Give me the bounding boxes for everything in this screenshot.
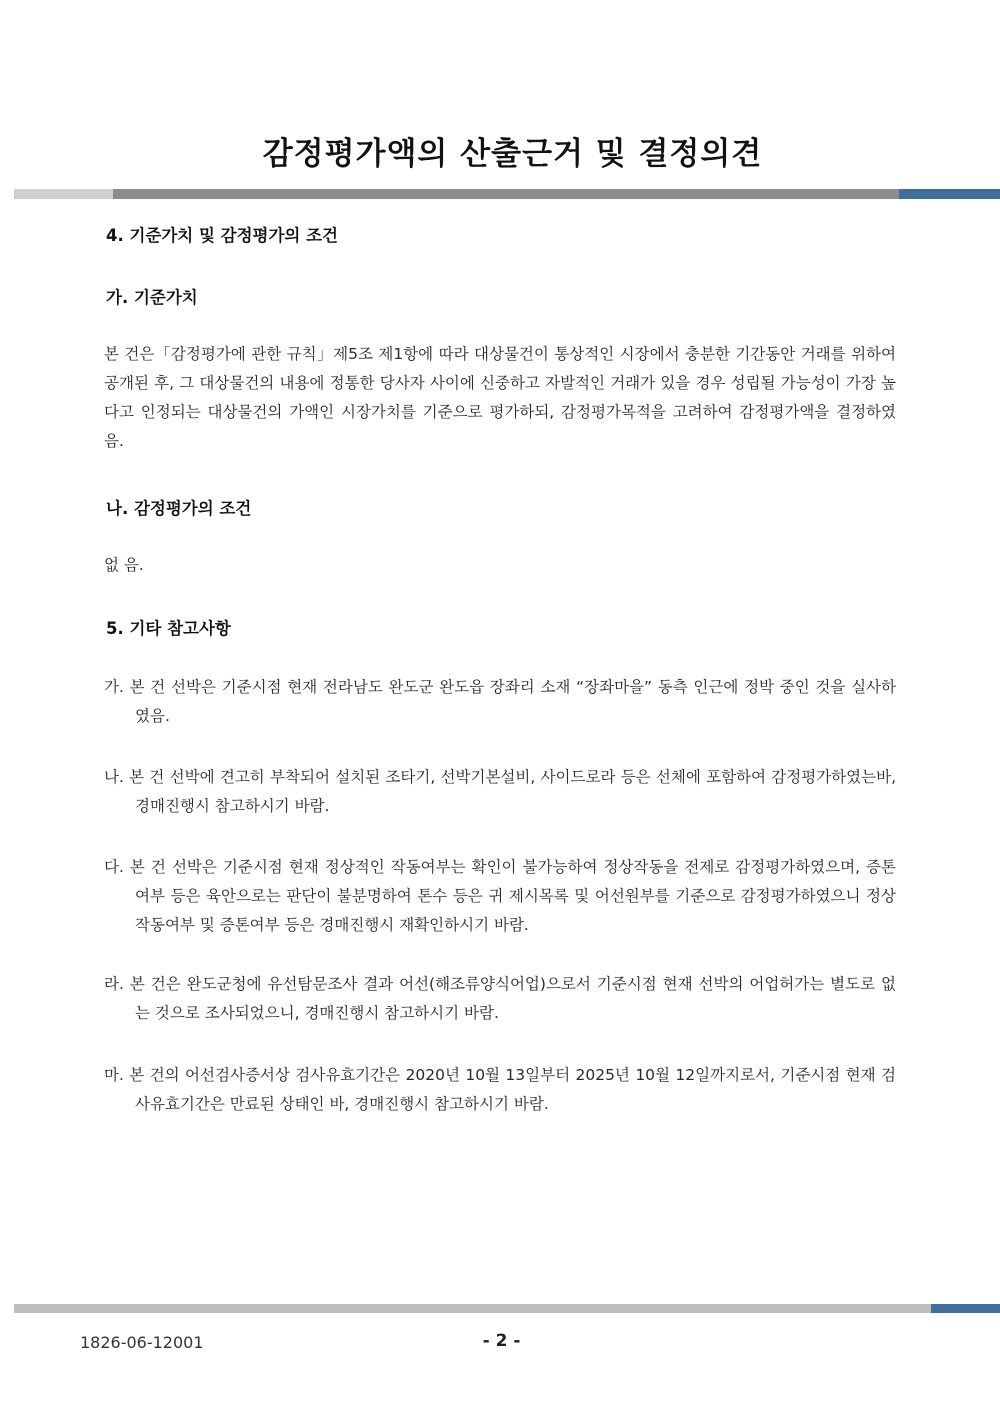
header-rule-accent <box>899 189 1000 199</box>
footer-rule-accent <box>931 1304 1000 1313</box>
section-5-heading: 5. 기타 참고사항 <box>106 619 231 638</box>
list-item: 나. 본 건 선박에 견고히 부착되어 설치된 조타기, 선박기본설비, 사이드로라 등은 선체에 포함하여 감정평가하였는바, 경매진행시 참고하시기 바람. <box>104 768 896 815</box>
footer-rule-left <box>14 1304 931 1313</box>
section-4b-heading: 나. 감정평가의 조건 <box>106 499 252 518</box>
section-4-heading: 4. 기준가치 및 감정평가의 조건 <box>106 226 338 245</box>
section-4a-body: 본 건은「감정평가에 관한 규칙」제5조 제1항에 따라 대상물건이 통상적인 시장에서 충분한 기간동안 거래를 위하여 공개된 후, 그 대상물건의 내용에 정통한 당사자 사이에 신중하고 자발적인 거래가 있을 경우 성립될 가능성이 가장 높다고 인정되는 대상물건의 가액인 시장가치를 기준으로 평가하되, 감정평가목적을 고려하여 감정평가액을 결정하였음. <box>104 345 896 450</box>
section-4a-heading: 가. 기준가치 <box>106 288 198 307</box>
header-rule-left <box>14 189 113 199</box>
section-4b-body: 없 음. <box>104 556 144 574</box>
page-title: 감정평가액의 산출근거 및 결정의견 <box>262 136 763 172</box>
document-code: 1826-06-12001 <box>80 1333 204 1352</box>
list-item: 가. 본 건 선박은 기준시점 현재 전라남도 완도군 완도읍 장좌리 소재 “장좌마을” 동측 인근에 정박 중인 것을 실사하였음. <box>104 678 896 725</box>
list-item: 마. 본 건의 어선검사증서상 검사유효기간은 2020년 10월 13일부터 2025년 10월 12일까지로서, 기준시점 현재 검사유효기간은 만료된 상태인 바, 경매진행시 참고하시기 바람. <box>104 1066 896 1113</box>
header-rule-middle <box>113 189 899 199</box>
list-item: 라. 본 건은 완도군청에 유선탐문조사 결과 어선(해조류양식어업)으로서 기준시점 현재 선박의 어업허가는 별도로 없는 것으로 조사되었으니, 경매진행시 참고하시기 바람. <box>104 975 896 1022</box>
list-item: 다. 본 건 선박은 기준시점 현재 정상적인 작동여부는 확인이 불가능하여 정상작동을 전제로 감정평가하였으며, 증톤여부 등은 육안으로는 판단이 불분명하여 톤수 등은 귀 제시목록 및 어선원부를 기준으로 감정평가하였으니 정상작동여부 및 증톤여부 등은 경매진행시 재확인하시기 바람. <box>104 858 896 934</box>
page-number: - 2 - <box>482 1331 521 1351</box>
